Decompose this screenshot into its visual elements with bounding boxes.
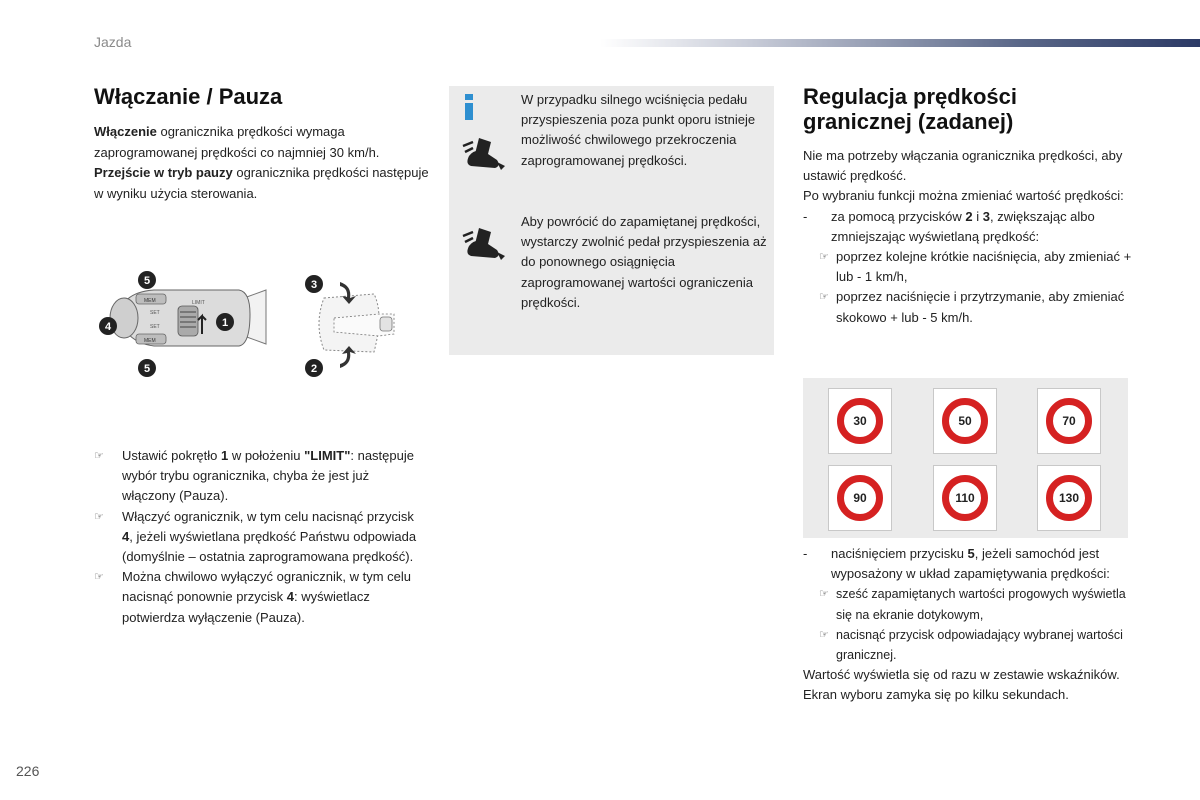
step-text: Włączyć ogranicznik, w tym celu nacisnąć przycisk	[122, 508, 414, 524]
dash-item	[803, 544, 1138, 584]
mem-label-bottom: MEM	[144, 338, 156, 344]
dash-bold: 3	[982, 208, 990, 224]
limit-label: LIMIT	[192, 300, 205, 306]
set-label-1: SET	[150, 310, 160, 316]
pointing-hand-icon: ☞	[819, 628, 829, 641]
pointing-hand-icon: ☞	[94, 571, 104, 584]
speed-sign-value: 110	[942, 475, 988, 521]
mem-label-top: MEM	[144, 298, 156, 304]
paragraph: Ekran wyboru zamyka się po kilku sekundach.	[803, 687, 1069, 703]
dash-mark: -	[803, 546, 808, 561]
step-text: : wyświetlacz potwierdza wyłączenie (Pauza).	[122, 589, 370, 625]
accelerator-pedal-icon	[461, 226, 507, 262]
header-decor-bar	[600, 39, 1200, 47]
pointing-hand-icon: ☞	[819, 588, 829, 601]
svg-text:1: 1	[221, 317, 229, 329]
set-label-2: SET	[150, 324, 160, 330]
section-title-enable-pause: Włączanie / Pauza	[94, 84, 283, 109]
sub-text: poprzez naciśnięcie i przytrzymanie, aby zmieniać skokowo + lub - 5 km/h.	[836, 289, 1125, 325]
sub-text: poprzez kolejne krótkie naciśnięcia, aby zmieniać + lub - 1 km/h,	[836, 249, 1132, 285]
dash-text: naciśnięciem przycisku	[831, 546, 968, 561]
pointing-hand-icon: ☞	[819, 251, 829, 264]
step-item	[94, 567, 424, 628]
callout-2	[305, 359, 323, 377]
sub-text: nacisnąć przycisk odpowiadający wybranej wartości granicznej.	[836, 627, 1123, 663]
callout-5-top	[138, 271, 156, 289]
speed-sign-130	[1037, 465, 1101, 531]
paragraph: Nie ma potrzeby włączania ogranicznika prędkości, aby ustawić prędkość.	[803, 148, 1123, 184]
callout-4	[99, 317, 117, 335]
speed-signs-panel	[803, 378, 1128, 538]
speed-sign-90	[828, 465, 892, 531]
dash-bold: 2	[965, 208, 973, 224]
step-bold: 1	[220, 448, 229, 463]
step-bold: 4	[122, 528, 130, 544]
speed-sign-value: 50	[942, 398, 988, 444]
info-icon	[462, 90, 476, 122]
speed-sign-50	[933, 388, 997, 454]
speed-sign-value: 90	[837, 475, 883, 521]
section-header: Jazda	[94, 34, 132, 50]
speed-adjust-intro	[803, 146, 1133, 328]
callout-1	[216, 313, 234, 331]
speed-sign-70	[1037, 388, 1101, 454]
step-text: w położeniu	[228, 448, 305, 463]
svg-text:5: 5	[143, 363, 151, 375]
intro-text-2: ogranicznika prędkości następuje w wyniku użycia sterowania.	[94, 165, 429, 201]
dash-text: za pomocą przycisków	[831, 208, 966, 224]
step-item	[94, 507, 424, 568]
dash-mark: -	[803, 208, 808, 224]
sub-item	[819, 247, 1133, 287]
dash-bold: 5	[967, 546, 975, 561]
intro-bold-1: Włączenie	[94, 124, 157, 139]
paragraph: Po wybraniu funkcji można zmieniać wartość prędkości:	[803, 188, 1124, 204]
step-bold: 4	[286, 589, 294, 605]
info-text-return: Aby powrócić do zapamiętanej prędkości, wystarczy zwolnić pedał przyspieszenia aż do ponownego osiągnięcia zaprogramowanej wartości ograniczenia prędkości.	[521, 214, 767, 310]
info-box	[449, 86, 774, 355]
pointing-hand-icon: ☞	[94, 510, 104, 523]
speed-sign-110	[933, 465, 997, 531]
callout-3	[305, 275, 323, 293]
callout-5-bottom	[138, 359, 156, 377]
step-text: : następuje wybór trybu ogranicznika, chyba że jest już włączony (Pauza).	[122, 448, 414, 504]
speed-sign-value: 30	[837, 398, 883, 444]
sub-item	[819, 287, 1133, 327]
dash-text: i	[972, 208, 983, 224]
sub-item	[819, 625, 1138, 665]
info-text-overspeed: W przypadku silnego wciśnięcia pedału przyspieszenia poza punkt oporu istnieje możliwość chwilowego przekroczenia zaprogramowanej prędkości.	[521, 92, 756, 168]
svg-text:4: 4	[104, 321, 112, 333]
paragraph: Wartość wyświetla się od razu w zestawie wskaźników.	[803, 667, 1120, 683]
speed-sign-value: 130	[1046, 475, 1092, 521]
step-item	[94, 446, 424, 507]
step-bold: "LIMIT"	[304, 448, 351, 463]
memory-section	[803, 544, 1138, 706]
step-text: Ustawić pokrętło	[122, 448, 221, 463]
intro-text-1: ogranicznika prędkości wymaga zaprogramowanej prędkości co najmniej 30 km/h.	[94, 124, 380, 160]
pointing-hand-icon: ☞	[94, 450, 104, 462]
steps-list	[94, 446, 424, 628]
dash-text: , jeżeli samochód jest wyposażony w układ zapamiętywania prędkości:	[831, 546, 1110, 582]
accelerator-pedal-icon	[461, 136, 507, 172]
intro-paragraph	[94, 122, 434, 204]
step-text: Można chwilowo wyłączyć ogranicznik, w tym celu nacisnąć ponownie przycisk	[122, 569, 411, 605]
sub-text: sześć zapamiętanych wartości progowych wyświetla się na ekranie dotykowym,	[836, 587, 1126, 622]
speed-sign-30	[828, 388, 892, 454]
section-title-speed-adjust: Regulacja prędkości granicznej (zadanej)	[803, 84, 1017, 134]
svg-text:2: 2	[310, 363, 318, 375]
sub-item	[819, 584, 1138, 624]
dash-item	[803, 207, 1133, 247]
dash-text: , zwiększając albo zmniejszając wyświetlaną prędkość:	[831, 208, 1095, 244]
step-text: , jeżeli wyświetlana prędkość Państwu odpowiada (domyślnie – ostatnia zaprogramowana prędkość).	[122, 528, 417, 565]
svg-text:5: 5	[143, 275, 151, 287]
pointing-hand-icon: ☞	[819, 291, 829, 304]
svg-text:3: 3	[310, 279, 318, 291]
steering-controls-illustration	[94, 254, 414, 394]
intro-bold-2: Przejście w tryb pauzy	[94, 165, 233, 180]
page-number: 226	[16, 763, 40, 779]
speed-sign-value: 70	[1046, 398, 1092, 444]
